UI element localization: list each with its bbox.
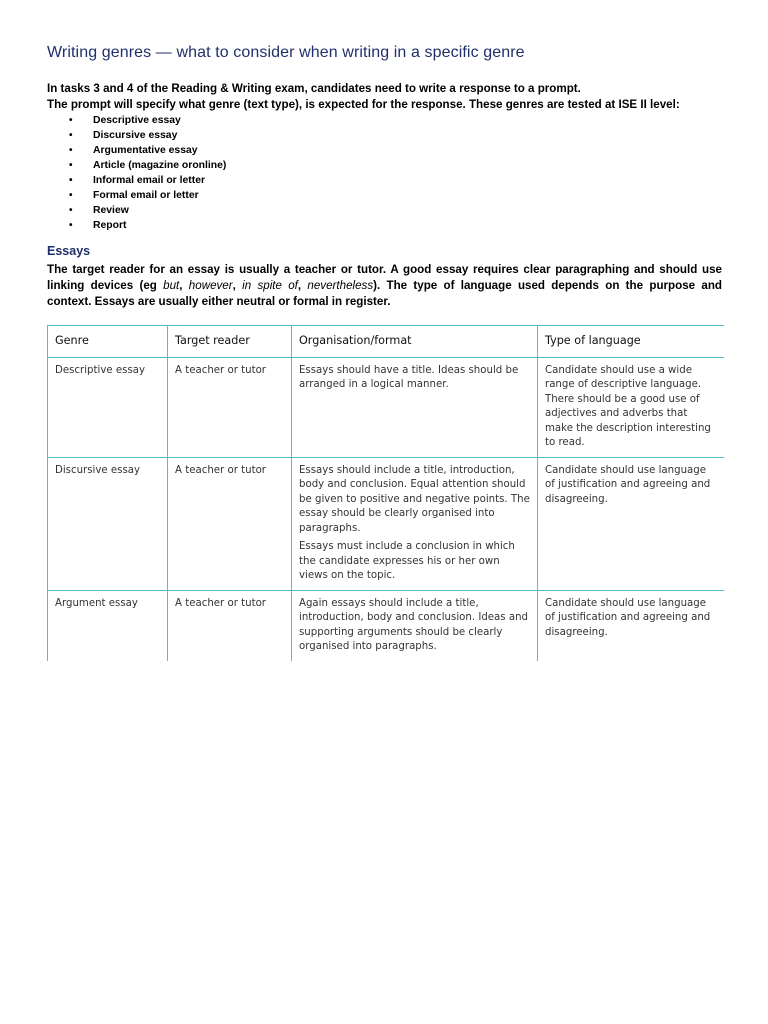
linking-separator: , — [179, 279, 189, 292]
linking-word: nevertheless — [307, 279, 374, 292]
essays-line-2 — [47, 278, 722, 294]
intro-paragraph — [47, 81, 722, 112]
cell-organisation-format — [292, 457, 538, 590]
cell-paragraph: Essays must include a conclusion in which the candidate expresses his or her own views on the topic. — [299, 541, 515, 581]
cell-type-of-language: Candidate should use language of justification and agreeing and disagreeing. — [538, 590, 724, 661]
column-header-genre: Genre — [48, 326, 168, 358]
cell-paragraph: Again essays should include a title, introduction, body and conclusion. Ideas and supporting arguments should be clearly organised into paragraphs. — [299, 597, 529, 652]
intro-line-2: The prompt will specify what genre (text type), is expected for the response. These genres are tested at ISE II level: — [47, 97, 680, 111]
bullet-icon: • — [69, 205, 73, 216]
list-item — [47, 113, 226, 128]
linking-word: however — [188, 279, 233, 292]
cell-organisation-format — [292, 590, 538, 661]
table-row — [48, 357, 724, 457]
cell-organisation-format — [292, 357, 538, 457]
bullet-icon: • — [69, 190, 73, 201]
essays-line-3: context. Essays are usually either neutral or formal in register. — [47, 295, 391, 308]
document-title: Writing genres — what to consider when writing in a specific genre — [47, 44, 525, 61]
list-item — [47, 218, 226, 233]
list-item — [47, 173, 226, 188]
table-row — [48, 590, 724, 661]
bullet-icon: • — [69, 160, 73, 171]
linking-word: but — [163, 279, 180, 292]
genre-list — [47, 113, 226, 233]
column-header-target-reader: Target reader — [168, 326, 292, 358]
list-item — [47, 158, 226, 173]
essays-line-2-end: ). The type of language used depends on the purpose and — [373, 279, 722, 292]
cell-target-reader: A teacher or tutor — [168, 590, 292, 661]
list-item — [47, 203, 226, 218]
list-item-label: Article (magazine oronline) — [93, 160, 227, 171]
cell-target-reader: A teacher or tutor — [168, 357, 292, 457]
bullet-icon: • — [69, 130, 73, 141]
cell-type-of-language: Candidate should use language of justification and agreeing and disagreeing. — [538, 457, 724, 590]
bullet-icon: • — [69, 175, 73, 186]
list-item-label: Review — [93, 205, 129, 216]
linking-separator: , — [232, 279, 243, 292]
linking-separator: , — [297, 279, 308, 292]
column-header-type-of-language: Type of language — [538, 326, 724, 358]
list-item-label: Formal email or letter — [93, 190, 199, 201]
table-row — [48, 457, 724, 590]
cell-genre: Descriptive essay — [48, 357, 168, 457]
list-item-label: Informal email or letter — [93, 175, 206, 186]
list-item — [47, 128, 226, 143]
cell-type-of-language: Candidate should use a wide range of descriptive language. There should be a good use of adjectives and adverbs that make the description interesting to read. — [538, 357, 724, 457]
list-item — [47, 143, 226, 158]
cell-paragraph: Essays should have a title. Ideas should be arranged in a logical manner. — [299, 364, 519, 390]
table-header-row — [48, 326, 724, 358]
list-item-label: Argumentative essay — [93, 145, 198, 156]
bullet-icon: • — [69, 115, 73, 126]
essays-line-1: The target reader for an essay is usually a teacher or tutor. A good essay requires clear paragraphing and should use — [47, 263, 722, 276]
list-item-label: Report — [93, 220, 127, 231]
cell-target-reader: A teacher or tutor — [168, 457, 292, 590]
list-item-label: Discursive essay — [93, 130, 178, 141]
cell-genre: Discursive essay — [48, 457, 168, 590]
genre-table — [47, 325, 724, 661]
essays-paragraph — [47, 262, 722, 310]
column-header-organisation-format: Organisation/format — [292, 326, 538, 358]
list-item-label: Descriptive essay — [93, 115, 181, 126]
bullet-icon: • — [69, 145, 73, 156]
linking-word: in spite of — [242, 279, 298, 292]
section-heading-essays: Essays — [47, 244, 91, 258]
cell-genre: Argument essay — [48, 590, 168, 661]
bullet-icon: • — [69, 220, 73, 231]
list-item — [47, 188, 226, 203]
intro-line-1: In tasks 3 and 4 of the Reading & Writing exam, candidates need to write a response to a prompt. — [47, 82, 581, 95]
cell-paragraph: Essays should include a title, introduction, body and conclusion. Equal attention should be given to positive and negative points. The essay should be clearly organised into paragraphs. — [299, 464, 530, 534]
essays-line-2-start: linking devices (eg — [47, 279, 164, 292]
